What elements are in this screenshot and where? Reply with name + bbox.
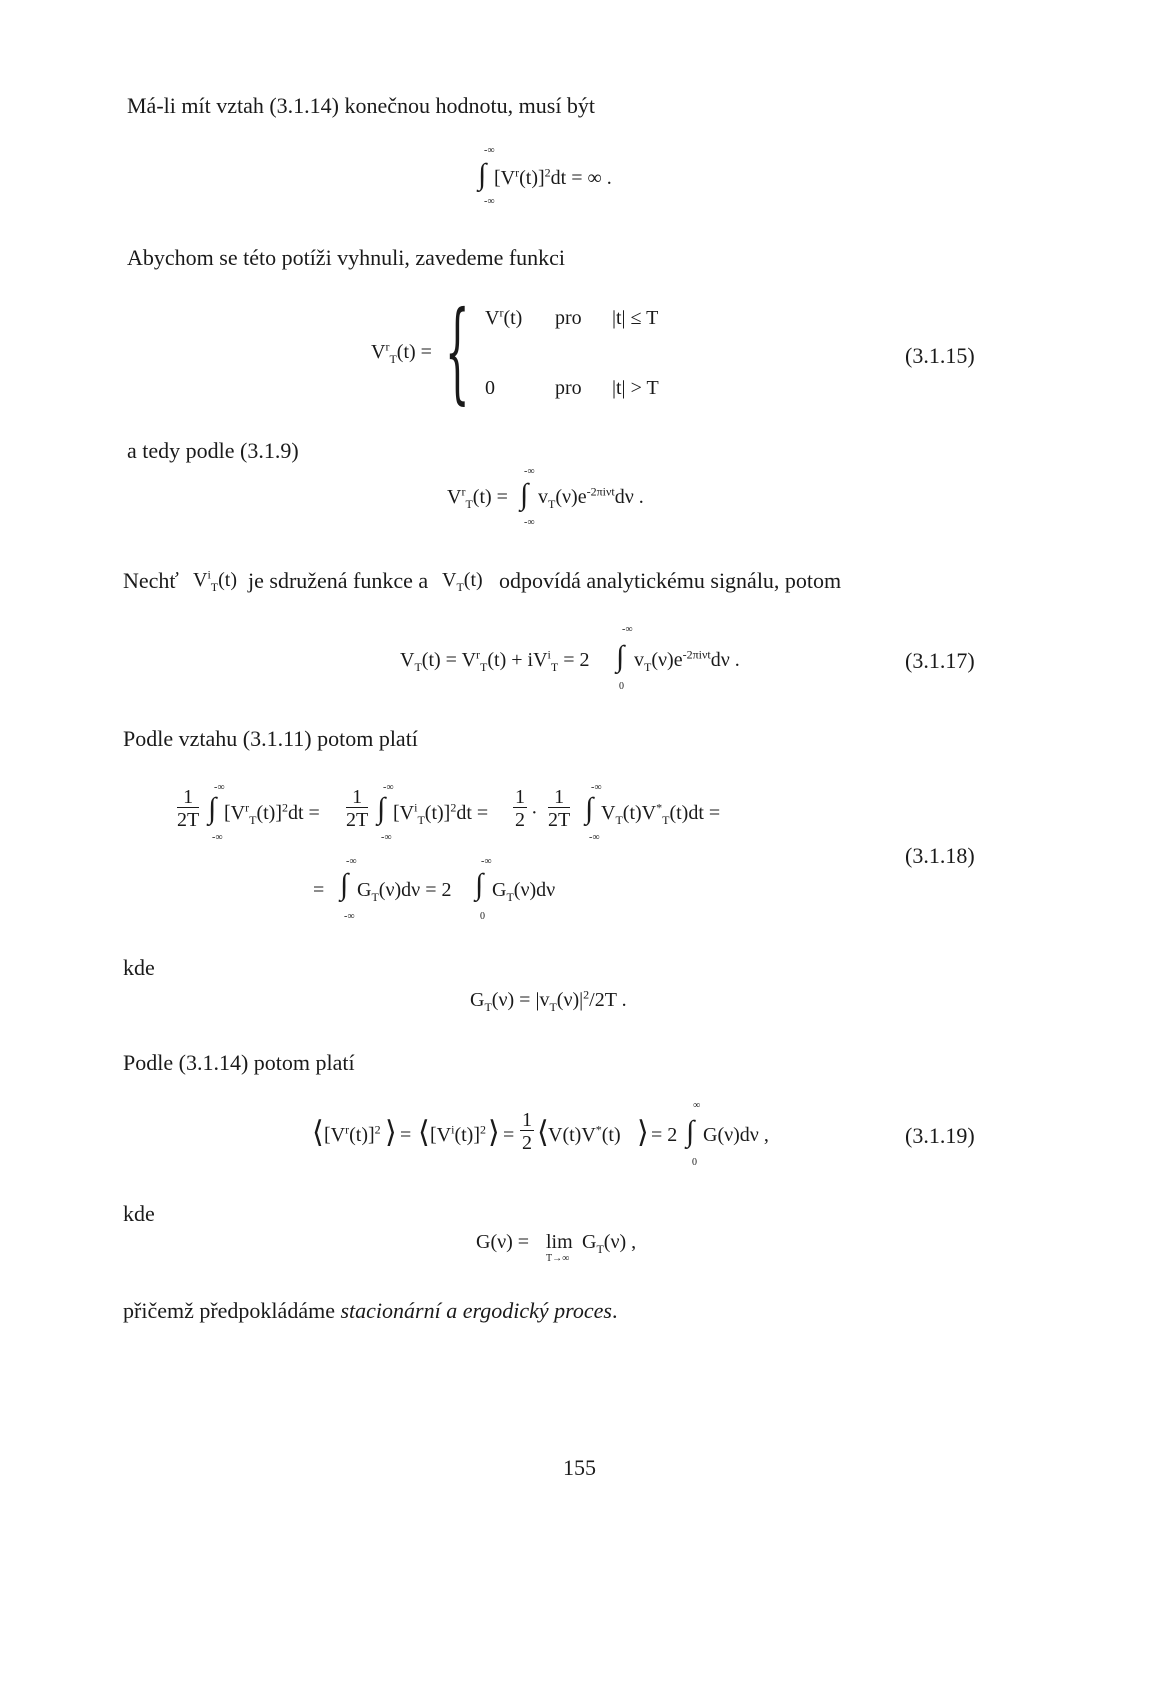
- paragraph-3: a tedy podle (3.1.9): [127, 438, 299, 463]
- paragraph-9: přičemž předpokládáme stacionární a ergodický proces.: [123, 1298, 618, 1323]
- paragraph-1: Má-li mít vztah (3.1.14) konečnou hodnotu, musí být: [127, 93, 596, 118]
- paragraph-7: Podle (3.1.14) potom platí: [123, 1050, 355, 1075]
- equation-number-3-1-18: (3.1.18): [905, 843, 975, 868]
- equation-number-3-1-19: (3.1.19): [905, 1123, 975, 1148]
- equation-number-3-1-15: (3.1.15): [905, 343, 975, 368]
- equation-number-3-1-17: (3.1.17): [905, 648, 975, 673]
- paragraph-2: Abychom se této potíži vyhnuli, zavedeme funkci: [127, 245, 566, 270]
- paragraph-6: kde: [123, 955, 155, 980]
- paragraph-8: kde: [123, 1201, 155, 1226]
- page-number: 155: [563, 1455, 596, 1480]
- document-page: Má-li mít vztah (3.1.14) konečnou hodnotu, musí být -∞ ∫ -∞ $[V^r(t)]^2dt$ = ∞ . Abychom se této potíži vyhnuli, zavedeme funkci $V^r_T(t)$ = { $V^r(t)$ pro |t| ≤ T 0 pro |t| > T (3.1.15) a tedy podle (3.1.9) $V^r_T(t)$ = -∞ ∫ -∞ $v_T(\nu)e^{-2\pi i\nu t}d\nu$ . Nechť $V^i_T(t)$ je sdružená funkce a $V_T(t)$ odpovídá analytickému signálu, potom $V_T(t) = V^r_T(t) + iV^i_T = 2$ -∞ ∫ 0 $v_T(\nu)e^{-2\pi i\nu t}d\nu$ . (3.1.17) Podle vztahu (3.1.11) potom platí $\frac{1}{2T}$ -∞ ∫ -∞ $[V^r_T(t)]^2dt$ = $\frac{1}{2T}$ -∞ ∫ -∞ $[V^i_T(t)]^2dt$ = $\frac{1}{2}$ · $\frac{1}{2T}$ -∞ ∫ -∞ $V_T(t)V^*_T(t)dt$ = = -∞ ∫ -∞ $G_T(\nu)d\nu = 2$ -∞ ∫ 0 $G_T(\nu)d\nu$ (3.1.18) kde $G_T(\nu) = |v_T(\nu)|^2/2T$ . Podle (3.1.14) potom platí ⟨ $[V^r(t)]^2$ ⟩ = ⟨ $[V^i(t)]^2$ ⟩ = $\frac{1}{2}$ ⟨ V(t)V*(t) ⟩ = 2 ∞ ∫ 0 G(ν)dν , (3.1.19) kde G(ν) = lim T→∞ $G_T(\nu)$ , přičemž předpokládáme stacionární a ergodický proces. 155: [123, 93, 975, 1480]
- paragraph-5: Podle vztahu (3.1.11) potom platí: [123, 726, 418, 751]
- equation-spectral-density-def: $G_T(\nu) = |v_T(\nu)|^2/2T$ .: [470, 987, 627, 1014]
